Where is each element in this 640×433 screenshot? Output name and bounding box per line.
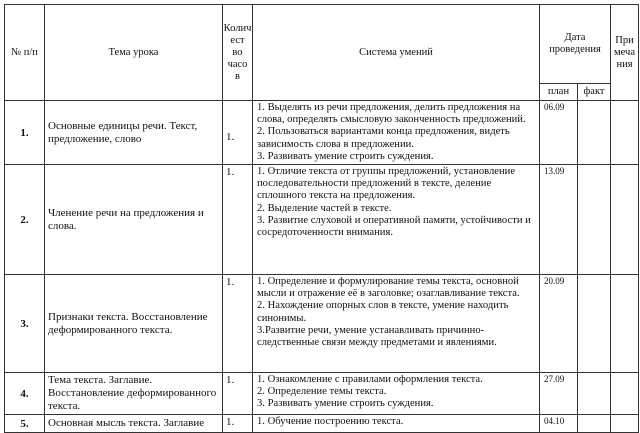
row-fact-date xyxy=(578,373,611,415)
row-plan-date: 04.10 xyxy=(540,415,578,433)
header-topic: Тема урока xyxy=(45,5,223,101)
row-hours: 1. xyxy=(223,373,253,415)
table-row xyxy=(5,415,639,433)
row-plan-date: 27.09 xyxy=(540,373,578,415)
skill-item: 1. Ознакомление с правилами оформления текста. xyxy=(257,374,483,386)
row-topic: Основная мысль текста. Заглавие xyxy=(45,415,223,433)
skill-item: 1. Определение и формулирование темы текста, основной мысли и отражение её в заголовке; озаглавливание текста. xyxy=(257,276,520,300)
skill-item: 1. Отличие текста от группы предложений, установление последовательности предложений в тексте, деление сплошного текста на предложения. xyxy=(257,166,516,202)
header-hours: Колич ест во часо в xyxy=(223,5,253,101)
lesson-plan-table xyxy=(4,4,639,433)
row-fact-date xyxy=(578,165,611,275)
skill-item: 2. Нахождение опорных слов в тексте, умение находить синонимы. xyxy=(257,300,509,324)
row-skills xyxy=(253,415,540,433)
row-skills xyxy=(253,165,540,275)
row-hours: 1. xyxy=(223,415,253,433)
row-fact-date xyxy=(578,101,611,165)
row-num: 4. xyxy=(5,373,45,415)
row-note xyxy=(611,415,639,433)
header-note: При меча ния xyxy=(611,5,639,101)
row-skills xyxy=(253,275,540,373)
skill-item: 3. Развивать умение строить суждения. xyxy=(257,398,434,410)
header-date: Дата проведения xyxy=(540,5,611,84)
row-fact-date xyxy=(578,275,611,373)
row-plan-date: 06.09 xyxy=(540,101,578,165)
row-note xyxy=(611,101,639,165)
row-num: 3. xyxy=(5,275,45,373)
skill-item: 2. Пользоваться вариантами конца предложения, видеть зависимость слова в предложении. xyxy=(257,126,510,150)
row-fact-date xyxy=(578,415,611,433)
row-topic: Признаки текста. Восстановление деформированного текста. xyxy=(45,275,223,373)
row-topic: Членение речи на предложения и слова. xyxy=(45,165,223,275)
header-skills: Система умений xyxy=(253,5,540,101)
table-row xyxy=(5,101,639,165)
header-fact: факт xyxy=(578,84,611,101)
table-row xyxy=(5,373,639,415)
skill-item: 3. Развивать умение строить суждения. xyxy=(257,150,434,162)
row-note xyxy=(611,275,639,373)
row-hours: 1. xyxy=(223,101,253,165)
row-num: 5. xyxy=(5,415,45,433)
skill-item: 2. Определение темы текста. xyxy=(257,386,387,398)
row-plan-date: 20.09 xyxy=(540,275,578,373)
row-skills xyxy=(253,373,540,415)
row-skills xyxy=(253,101,540,165)
table-row xyxy=(5,165,639,275)
row-hours: 1. xyxy=(223,165,253,275)
row-note xyxy=(611,165,639,275)
header-num: № п/п xyxy=(5,5,45,101)
row-hours: 1. xyxy=(223,275,253,373)
table-row xyxy=(5,275,639,373)
header-plan: план xyxy=(540,84,578,101)
skill-item: 1. Выделять из речи предложения, делить предложения на слова, определять смысловую законченность предложений. xyxy=(257,102,526,126)
row-note xyxy=(611,373,639,415)
skill-item: 2. Выделение частей в тексте. xyxy=(257,202,392,214)
row-plan-date: 13.09 xyxy=(540,165,578,275)
skill-item: 1. Обучение построению текста. xyxy=(257,416,404,428)
row-num: 1. xyxy=(5,101,45,165)
row-num: 2. xyxy=(5,165,45,275)
skill-item: 3.Развитие речи, умение устанавливать причинно-следственные связи между предметами и явлениями. xyxy=(257,324,497,349)
skill-item: 3. Развитие слуховой и оперативной памяти, устойчивости и сосредоточенности внимания. xyxy=(257,214,531,239)
row-topic: Основные единицы речи. Текст, предложение, слово xyxy=(45,101,223,165)
row-topic: Тема текста. Заглавие. Восстановление деформированного текста. xyxy=(45,373,223,415)
